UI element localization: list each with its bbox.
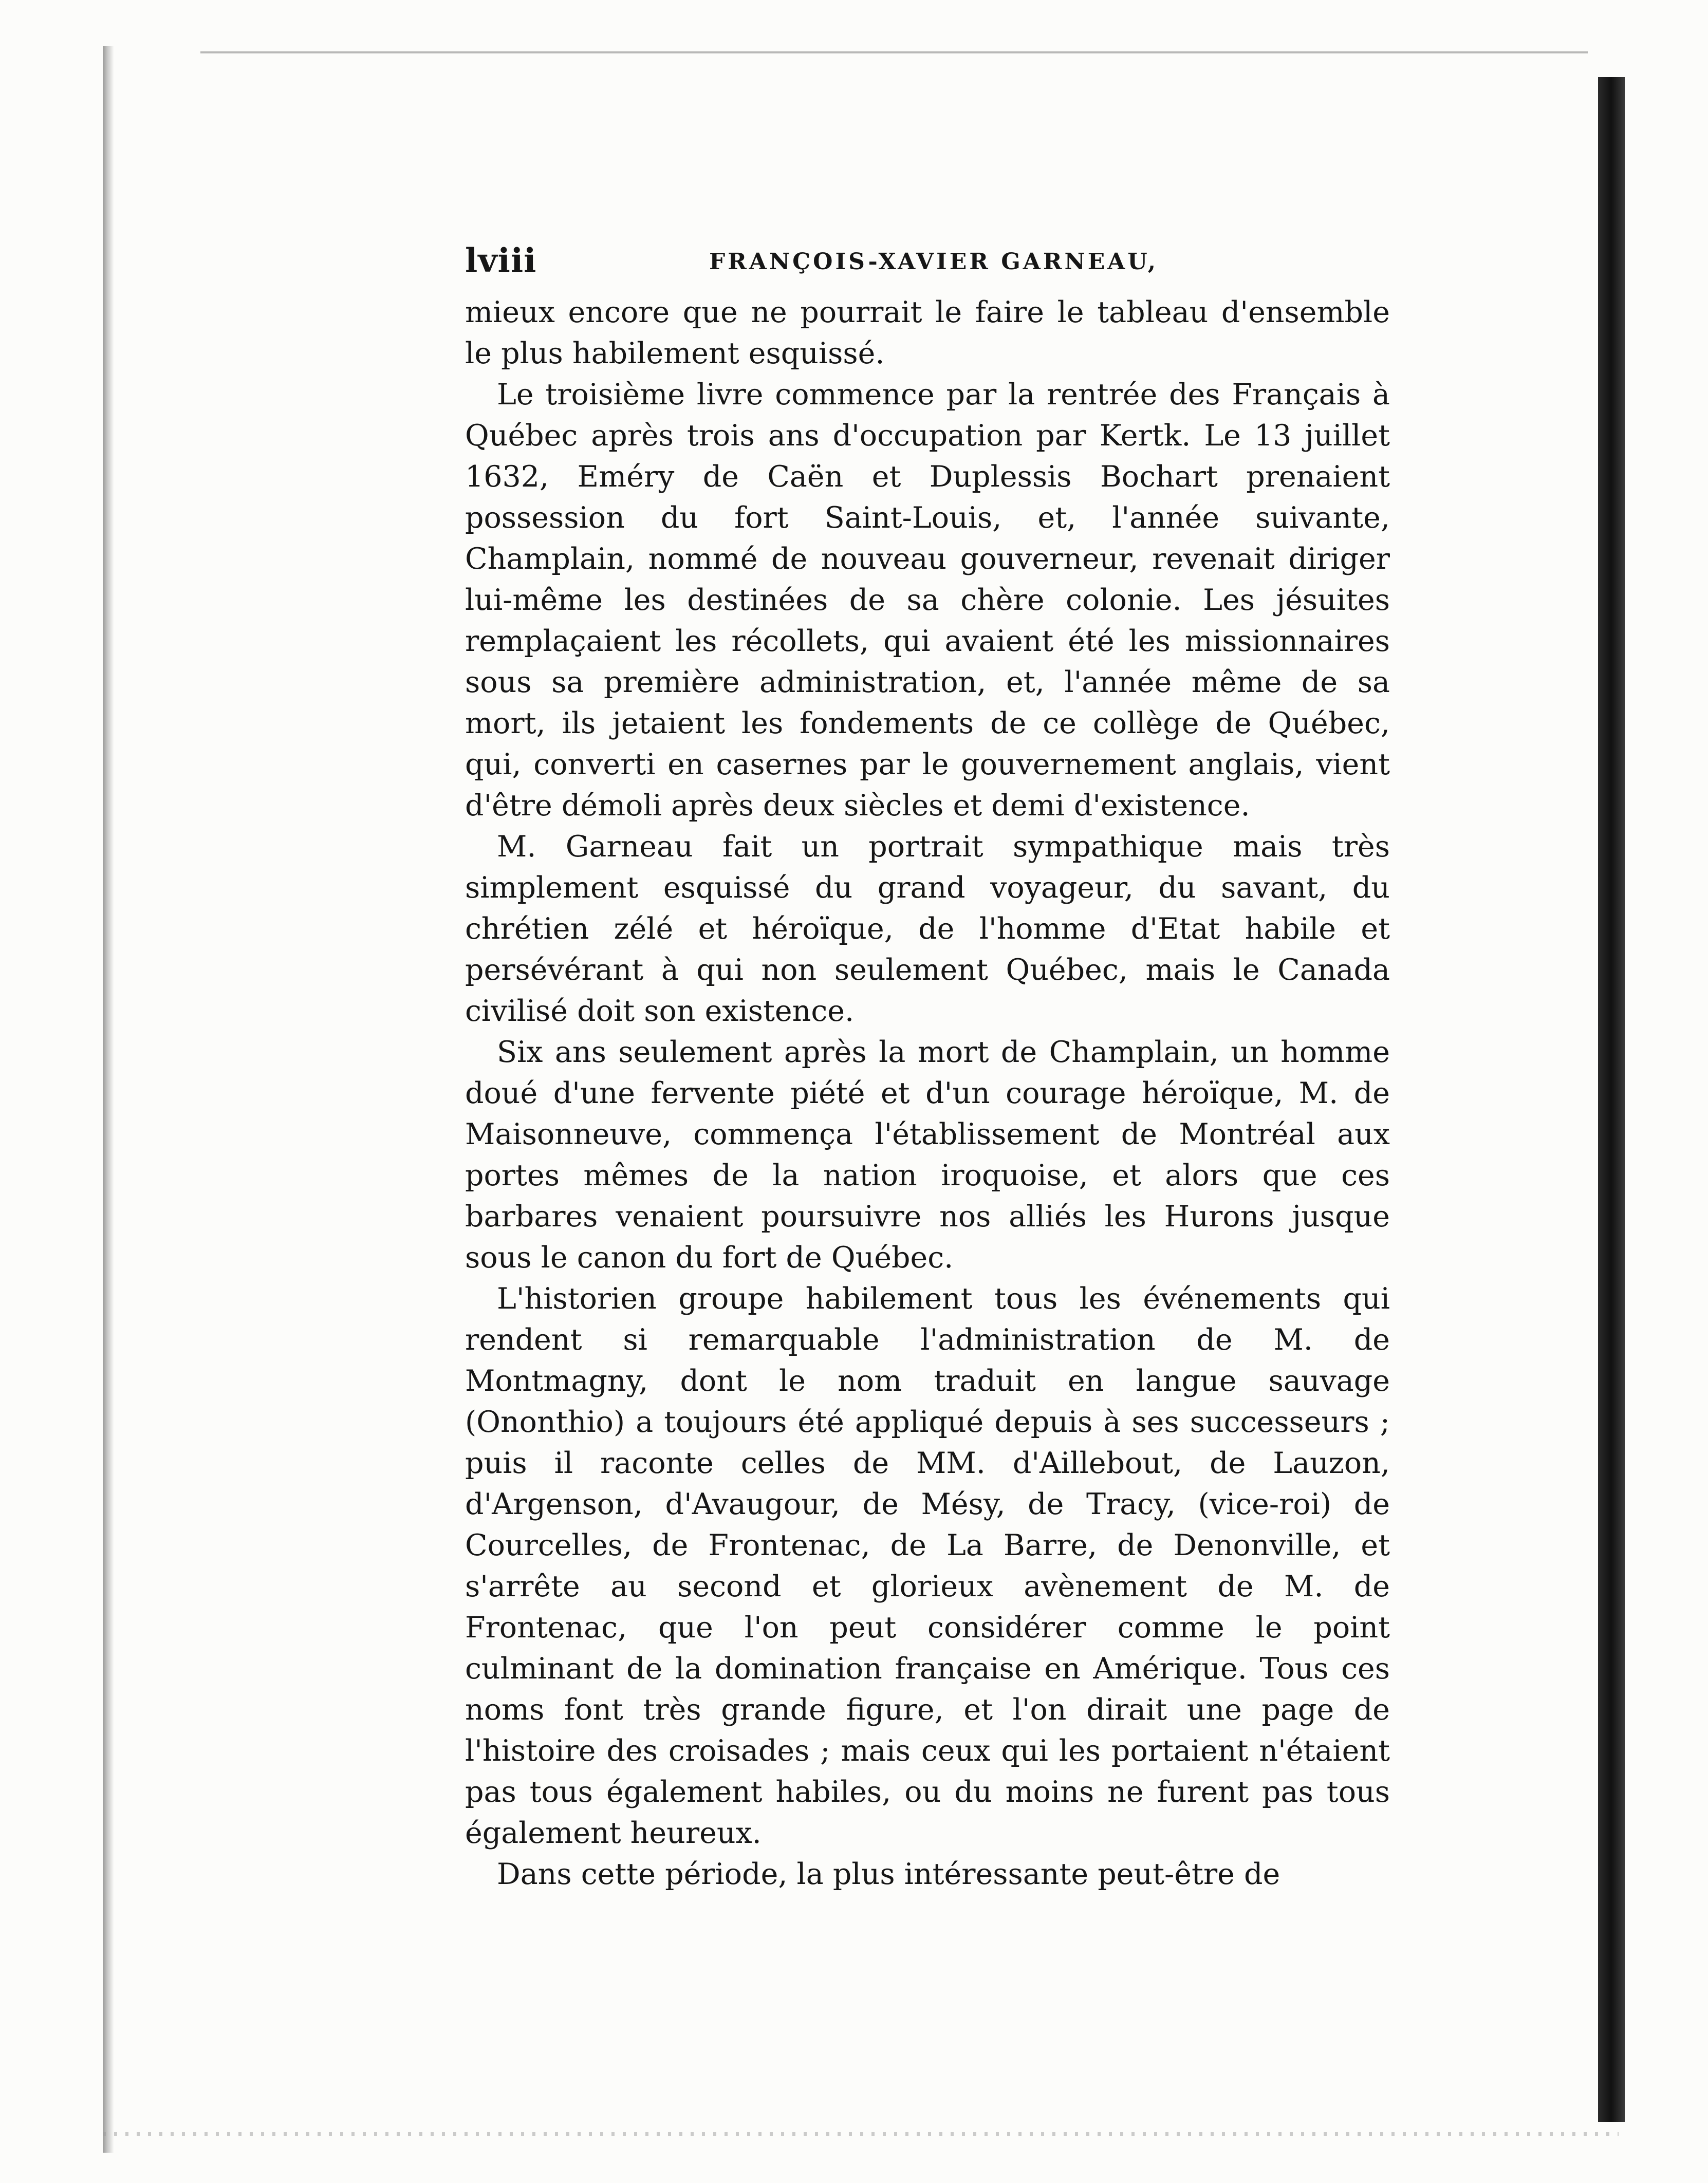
running-head: [465, 241, 1390, 288]
book-page: [465, 241, 1390, 1895]
body-text: [465, 292, 1390, 1895]
paragraph: L'historien groupe habilement tous les événements qui rendent si remarquable l'administration de M. de Montmagny, dont le nom traduit en langue sauvage (Ononthio) a toujours été appliqué depuis à ses successeurs ; puis il raconte celles de MM. d'Aillebout, de Lauzon, d'Argenson, d'Avaugour, de Mésy, de Tracy, (vice-roi) de Courcelles, de Frontenac, de La Barre, de Denonville, et s'arrête au second et glorieux avènement de M. de Frontenac, que l'on peut considérer comme le point culminant de la domination française en Amérique. Tous ces noms font très grande figure, et l'on dirait une page de l'histoire des croisades ; mais ceux qui les portaient n'étaient pas tous également habiles, ou du moins ne furent pas tous également heureux.: [465, 1282, 1390, 1850]
scan-bottom-edge-noise: [103, 2132, 1619, 2136]
scan-top-edge-line: [200, 51, 1588, 53]
page-number: lviii: [465, 241, 537, 280]
paragraph: Six ans seulement après la mort de Champlain, un homme doué d'une fervente piété et d'un courage héroïque, M. de Maisonneuve, commença l'établissement de Montréal aux portes mêmes de la nation iroquoise, et alors que ces barbares venaient poursuivre nos alliés les Hurons jusque sous le canon du fort de Québec.: [465, 1035, 1390, 1275]
paragraph: Dans cette période, la plus intéressante peut-être de: [497, 1857, 1280, 1891]
scan-binding-shadow: [1598, 77, 1625, 2122]
paragraph: Le troisième livre commence par la rentrée des Français à Québec après trois ans d'occupation par Kertk. Le 13 juillet 1632, Eméry de Caën et Duplessis Bochart prenaient possession du fort Saint-Louis, et, l'année suivante, Champlain, nommé de nouveau gouverneur, revenait diriger lui-même les destinées de sa chère colonie. Les jésuites remplaçaient les récollets, qui avaient été les missionnaires sous sa première administration, et, l'année même de sa mort, ils jetaient les fondements de ce collège de Québec, qui, converti en casernes par le gouvernement anglais, vient d'être démoli après deux siècles et demi d'existence.: [465, 378, 1390, 823]
scan-left-edge-shadow: [103, 46, 114, 2153]
paragraph: M. Garneau fait un portrait sympathique mais très simplement esquissé du grand voyageur, du savant, du chrétien zélé et héroïque, de l'homme d'Etat habile et persévérant à qui non seulement Québec, mais le Canada civilisé doit son existence.: [465, 830, 1390, 1028]
running-title: FRANÇOIS-XAVIER GARNEAU,: [709, 249, 1159, 275]
paragraph-continuation: mieux encore que ne pourrait le faire le tableau d'ensemble le plus habilement esquissé.: [465, 295, 1390, 370]
